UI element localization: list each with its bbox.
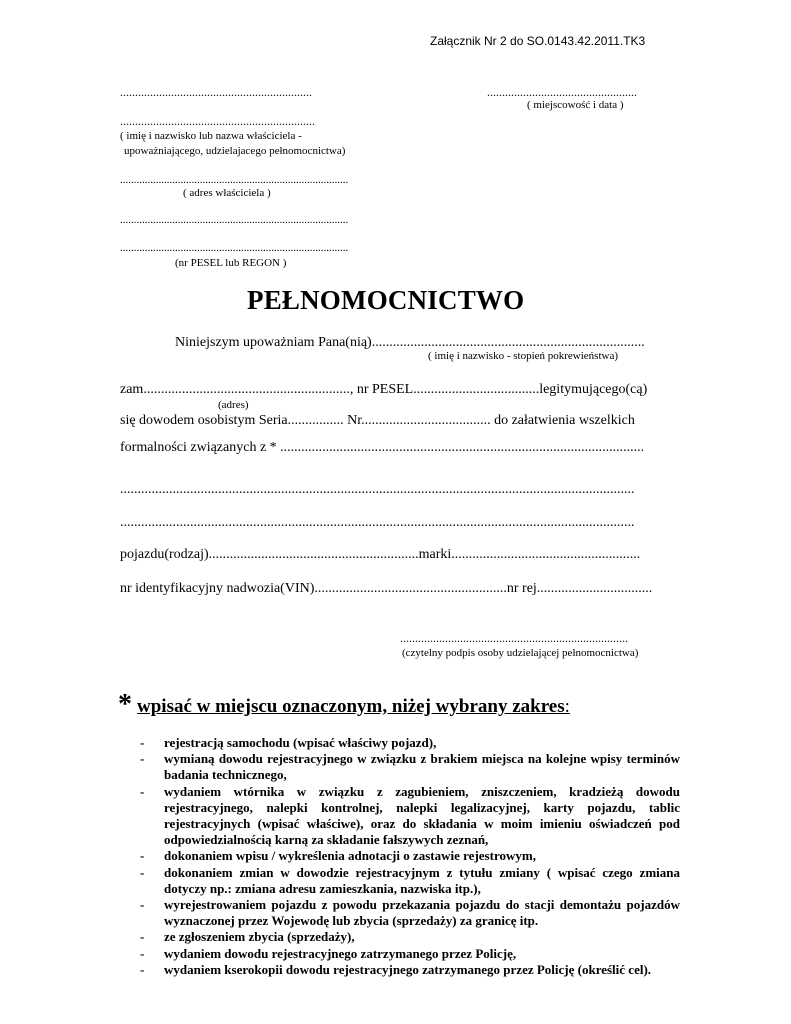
address-caption: (adres) [218,399,249,411]
list-item [140,735,680,751]
formalities-line: formalności związanych z * ........................................................................................................ [120,440,645,455]
signature-dots: ............................................................................ [400,631,628,645]
list-dash: - [140,929,145,945]
asterisk-mark: * [118,689,132,720]
owner-name-caption-line2: upoważniającego, udzielajacego pełnomocnictwa) [124,145,346,157]
list-item [140,897,680,929]
list-item [140,946,680,962]
list-item-text: wydaniem kserokopii dowodu rejestracyjnego zatrzymanego przez Policję (określić cel). [164,961,652,977]
list-dash: - [140,751,145,767]
authorized-person-caption: ( imię i nazwisko - stopień pokrewieństwa) [428,350,619,362]
list-item-text: wyrejestrowaniem pojazdu z powodu przekazania pojazdu do stacji demontażu pojazdów wyznaczonej przez Wojewodę lub zbycia (sprzedaży) za granicę itp. [164,897,680,929]
scope-list [140,735,680,978]
list-dash: - [140,945,145,961]
place-date-caption: ( miejscowość i data ) [527,99,624,111]
owner-extra-dots: ................................................................................... [120,214,349,226]
owner-address-dots: ................................................................................... [120,174,349,186]
owner-address-caption: ( adres właściciela ) [183,187,271,199]
blank-line-2: ................................................................................................................................................... [120,515,635,530]
list-item [140,784,680,849]
list-dash: - [140,897,145,913]
signature-caption: (czytelny podpis osoby udzielającej pełnomocnictwa) [402,647,639,659]
owner-pesel-caption: (nr PESEL lub REGON ) [175,257,287,269]
scope-heading-colon: : [564,696,570,717]
list-item-text: wymianą dowodu rejestracyjnego w związku z brakiem miejsca na kolejne wpisy terminów badania technicznego, [164,751,680,783]
list-dash: - [140,783,145,799]
scope-heading-text: wpisać w miejscu oznaczonym, niżej wybrany zakres [137,696,565,717]
list-item [140,751,680,783]
id-document-line: się dowodem osobistym Seria................ Nr..................................... do załatwienia wszelkich [120,413,635,428]
authorization-line: Niniejszym upoważniam Pana(nią).............................................................................. [175,335,645,350]
owner-pesel-dots: ................................................................................... [120,242,349,254]
list-item-text: wydaniem dowodu rejestracyjnego zatrzymanego przez Policję, [164,945,517,961]
vehicle-type-line: pojazdu(rodzaj)............................................................marki...................................................... [120,547,641,562]
list-item-text: dokonaniem wpisu / wykreślenia adnotacji o zastawie rejestrowym, [164,848,536,864]
owner-name-caption-line1: ( imię i nazwisko lub nazwa właściciela - [120,130,302,142]
scope-heading [137,696,570,718]
residence-pesel-line: zam..........................................................., nr PESEL....................................legitymującego(cą) [120,382,648,397]
owner-name-dots-2: ................................................................. [120,114,315,128]
list-item [140,848,680,864]
owner-name-dots: ................................................................ [120,85,312,99]
list-item-text: wydaniem wtórnika w związku z zagubieniem, zniszczeniem, kradzieżą dowodu rejestracyjnego, nalepki kontrolnej, nalepki legalizacyjnej, karty pojazdu, tablic rejestracyjnych (wpisać właściwe), oraz do składania w moim imieniu oświadczeń pod odpowiedzialnością karną za składanie fałszywych zeznań, [164,783,680,848]
place-date-dots: .................................................. [487,85,637,99]
list-dash: - [140,735,145,750]
attachment-reference: Załącznik Nr 2 do SO.0143.42.2011.TK3 [430,34,646,48]
list-dash: - [140,864,145,880]
blank-line-1: ................................................................................................................................................... [120,482,635,497]
list-item-text: ze zgłoszeniem zbycia (sprzedaży), [164,929,355,945]
vin-registration-line: nr identyfikacyjny nadwozia(VIN).......................................................nr rej................................. [120,581,653,596]
list-item [140,962,680,978]
list-item-text: rejestracją samochodu (wpisać właściwy pojazd), [164,735,437,750]
list-dash: - [140,848,145,864]
list-item [140,929,680,945]
list-dash: - [140,961,145,977]
list-item-text: dokonaniem zmian w dowodzie rejestracyjnym z tytułu zmiany ( wpisać czego zmiana dotyczy np.: zmiana adresu zamieszkania, nazwiska itp.), [164,864,680,896]
document-title: PEŁNOMOCNICTWO [247,285,525,315]
list-item [140,865,680,897]
